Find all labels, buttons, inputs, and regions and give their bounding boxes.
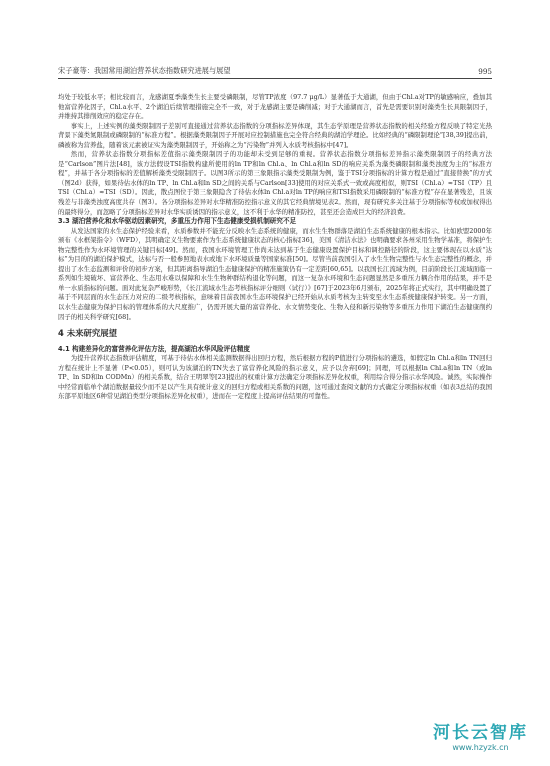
paragraph-5: 为提升营养状态指数评估精度，可基于待估水体相关监测数据得出回归方程，然后根据方程的P值进行分项指标的遴选，如假定ln Chl.a和ln TN回归方程在统计上不显著（P<0.05），则可认为该湖泊的TN失去了富营养化风险的指示意义，应予以舍弃[69]；同理，可以根据ln Chl.a和ln TN（或ln TP、ln SD和ln CODMn）的相关系数，结合王明翠等[23]提出的权重计算方法确定分项指标差异化权重，利用综合得分指示水华风险。诚然，实际操作中经常面临单个湖泊数据量较少而不足以产生具有统计意义的回归方程或相关系数的问题，这可通过查阅文献的方式确定分项指标权重（如表3总结的我国东部平原地区6种常见湖泊类型分项指标差异化权重），进而在一定程度上提高评估结果的可靠性。 [58, 354, 492, 401]
header-divider [58, 78, 492, 79]
paragraph-3: 然而，营养状态指数分项指标差值指示藻类限制因子的功能却未受到足够的重视。营养状态指数分项指标差异指示藻类限制因子的经典方法是“Carlson”图片法[48]，该方法假设TSI指数构建所使用的ln TP和ln Chl.a、ln Chl.a和ln SD的响应关系为藻类磷限制和藻类浊度为主的“标准方程”，并基于各分项指标的差值解析藻类受限制因子。以图3所示的第三象限指示藻类受限制为例，鉴于TSI分项指标的计算方程是通过“直接替换”的方式（图2d）获得，如果待估水体的ln TP、ln Chl.a和ln SD之间的关系与Carlson[33]使用的对应关系式一致或高度相似，则TSI（Chl.a）≈TSI（TP）且TSI（Chl.a）≈TSI（SD）。因此，散点图位于第三象限隐含了待估水体ln Chl.a对ln TP的响应和TSI指数采用磷限制的“标准方程”存在显著残差，且该残差与非藻类浊度高度共存（图3）。各分项指标差异对水华精准防控指示意义的其它经典情境见表2。然而，现有研究多关注基于分项指标等权或加权得出的最终得分，而忽略了分项指标差异对水华实质诱因的指示意义，这不利于水华的精准防控，甚至还会造成巨大的经济浪费。 [58, 150, 492, 216]
chapter-4-title: 4 未来研究展望 [58, 328, 117, 339]
running-header [58, 66, 492, 76]
watermark-title: 河长云智库 [433, 723, 528, 743]
running-title: 宋子豪等：我国常用湖泊营养状态指数研究进展与展望 [58, 66, 231, 75]
paragraph-2: 事实上，上述实例的藻类限制因子差别可直接通过营养状态指数的分项指标差异体现，其生态学原理是营养状态指数的相关经验方程反映了特定光热背景下藻类氮限制或磷限制的“标准方程”。根据藻类限制因子开展对应控制措施也完全符合经典的湖泊学理论。比如经典的“磷限制理论”[38,39]提出前，磷被称为营养盐，随着该元素被证实为藻类限制因子，开始称之为“污染物”并列入水质考核指标中[47]。 [58, 121, 492, 149]
paragraph-1: 均处于较低水平；相比较而言，龙感湖夏季藻类生长主要受磷限制，尽管TP浓度（97.7 μg/L）显著低于大通湖，但由于Chl.a对TP的敏感响应，叠加其他富营养化因子，Chl.a水平、2个湖泊后续管理措施完全不一致，对于龙感湖主要是磷削减；对于大通湖而言，首先是需要识别对藻类生长具限制因子，并维持其排削效应的稳定存在。 [58, 93, 492, 121]
watermark-logo [433, 724, 528, 752]
paragraph-4: 从发达国家的水生态保护经验来看，水质参数并不能充分反映水生态系统的健康，而水生生物群落是湖泊生态系统健康的根本指示。比如欧盟2000年颁布《水框架指令》（WFD），其明确定义生物要素作为生态系统健康状态的核心指标[36]，美国《清洁水法》也明确要求各州采用生物学基准，将保护生物完整性作为水环境管理的关键目标[49]。然而，我国水环境管理工作尚未达到基于生态健康设置保护目标和调控路径的阶段，这主要体现在以水质“达标”为目的的湖泊保护模式，达标与否一般参照地表水或地下水环境质量等国家标准[50]。尽管当前我国引入了水生生物完整性与水生态完整性的概念，并提出了水生态监测和评价的初步方案，但其距离指导湖泊生态健康保护的精准施策仍有一定差距[60,65]。以我国长江流域为例，目前阶段长江流域面临一系列如生境破坏、富营养化、生态用水难以保障和水生生物种群结构退化等问题，而这一复杂水环境和生态问题显然是多重压力耦合作用的结果，并不是单一水质指标的问题。面对此复杂严峻形势，《长江流域水生态考核指标评分细则（试行）》[67]于2023年6月颁布，2025年将正式实行，其中明确设置了基于不同层面的水生态压力对应的二级考核指标，意味着目前我国水生态环境保护已经开始从水质考核为主转变至水生态系统健康保护转变。另一方面，以水生态健康为保护目标的管理体系的大尺度推广，仍需开展大量的富营养化、水文情势变化、生物入侵和新污染物等多重压力作用下湖泊生态健康削约因子的相关科学研究[68]。 [58, 226, 492, 321]
watermark-url: www.hzyzk.cn [452, 743, 509, 752]
section-3-3-title: 3.3 湖泊营养化和水华驱动因素研究，多重压力作用下生态健康受损机制研究不足 [58, 217, 297, 226]
page-number: 995 [478, 67, 492, 76]
article-body [58, 93, 492, 402]
section-4-1-title: 4.1 构建差异化的富营养化评估方法，提高湖泊水华风险评估精度 [58, 344, 251, 353]
